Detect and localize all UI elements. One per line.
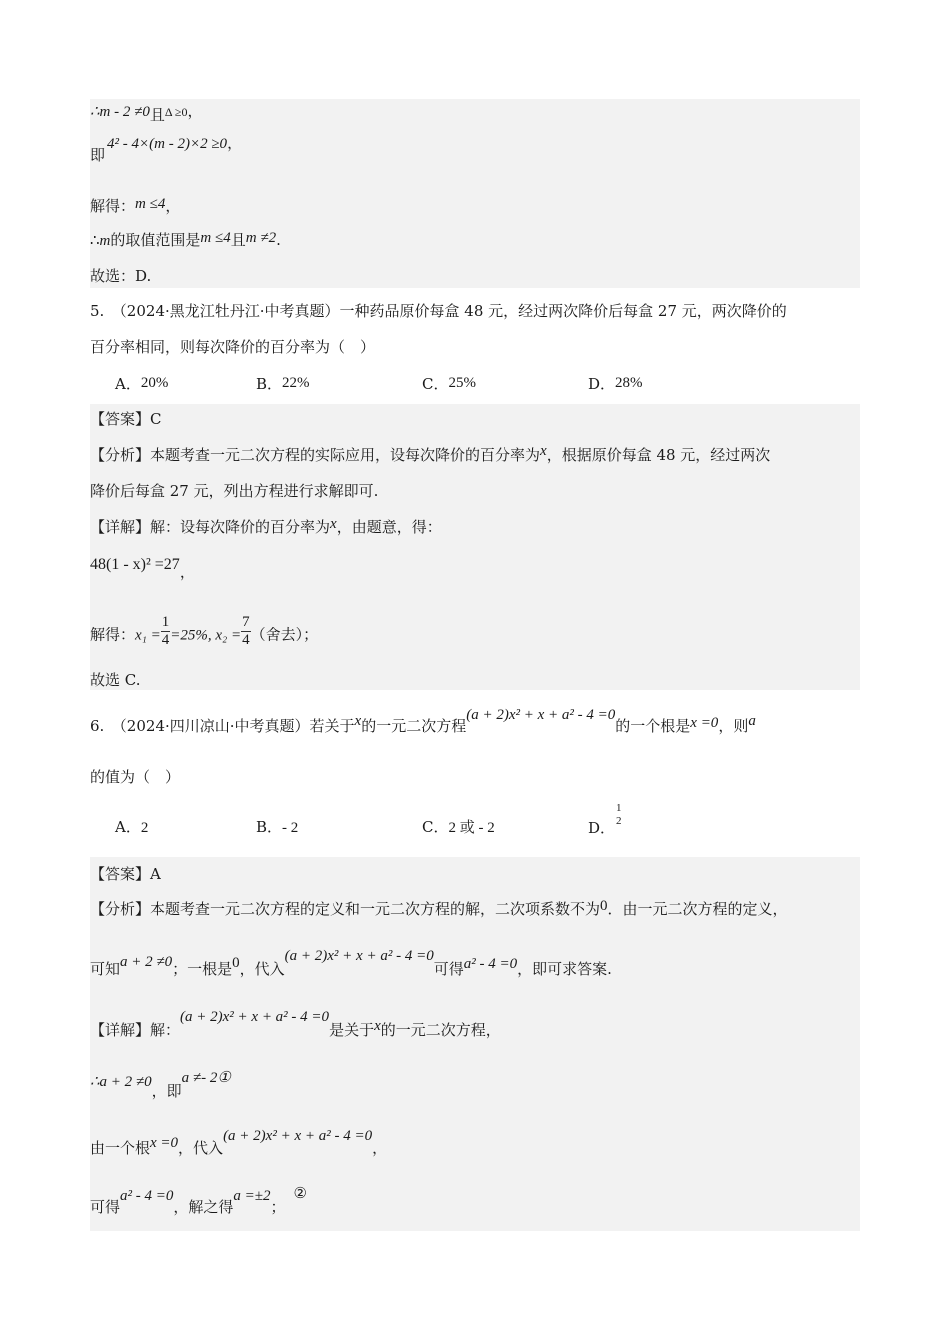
analysis-text: ，即可求答案. <box>517 960 612 978</box>
option-label: D． <box>588 375 616 393</box>
solve-line <box>90 614 319 653</box>
math-x1: x₁ = <box>135 627 161 644</box>
option-value: 2 或 - 2 <box>448 820 495 836</box>
q5-option-a[interactable] <box>115 373 168 394</box>
circled-two: ② <box>293 1184 307 1202</box>
math-zero: 0 <box>600 898 608 914</box>
punct: ， <box>227 134 243 152</box>
therefore: ∴ <box>90 231 100 249</box>
math-25-percent: =25%, x₂ = <box>170 627 242 644</box>
math-equation: 48(1 - x)² =27 <box>90 556 180 573</box>
math-quadratic: (a + 2)x² + x + a² - 4 =0 <box>180 1009 330 1025</box>
analysis-line1 <box>90 445 770 466</box>
text-jiede: 解得： <box>90 625 136 644</box>
punct: . <box>276 231 281 249</box>
line-choose: 故选：D. <box>90 267 152 285</box>
denominator: 2 <box>616 815 622 827</box>
line-range <box>90 230 281 251</box>
line-condition <box>90 101 203 122</box>
detail-text: ，解之得 <box>173 1198 234 1216</box>
q6-option-b[interactable] <box>256 816 298 837</box>
numerator: 1 <box>161 614 170 630</box>
math-x: x <box>330 516 337 532</box>
text-range: 的取值范围是 <box>110 231 201 249</box>
text-and: 且 <box>149 106 165 124</box>
solution-block-q4 <box>90 99 860 288</box>
q6-text: 6. （2024·四川凉山·中考真题）若关于 <box>90 717 355 735</box>
fraction-seven-quarters <box>241 614 251 649</box>
detail-line2 <box>90 1070 231 1100</box>
math-quadratic: (a + 2)x² + x + a² - 4 =0 <box>284 948 434 964</box>
option-value: 25% <box>448 375 476 391</box>
math-a2-minus-4: a² - 4 =0 <box>120 1188 174 1204</box>
q5-stem-line2: 百分率相同，则每次降价的百分率为（ ） <box>90 338 376 356</box>
text-jiede: 解得： <box>90 197 136 215</box>
analysis-text: ．由一元二次方程的定义， <box>607 900 788 918</box>
analysis-text: ，根据原价每盒 48 元，经过两次 <box>546 446 771 464</box>
fraction-one-quarter <box>161 614 171 649</box>
math-m-minus-2: ∴m - 2 ≠0 <box>90 104 150 120</box>
detail-line1 <box>90 1009 501 1041</box>
detail-text: ，由题意，得： <box>336 518 442 536</box>
math-x: x <box>540 443 547 459</box>
analysis-text: ；一根是 <box>172 960 233 978</box>
math-zero: 0 <box>232 955 240 971</box>
q5-option-c[interactable] <box>422 373 476 394</box>
option-value: 20% <box>140 375 169 391</box>
math-quadratic: (a + 2)x² + x + a² - 4 =0 <box>466 707 616 723</box>
option-label: A． <box>115 375 141 393</box>
detail-text: ， <box>372 1139 388 1157</box>
detail-line1 <box>90 517 442 538</box>
answer-line: 【答案】C <box>90 410 162 428</box>
line-discriminant <box>90 134 243 166</box>
math-x: x <box>354 713 362 729</box>
math-discriminant: 4² - 4×(m - 2)×2 ≥0 <box>107 136 228 152</box>
q6-text: 的一元二次方程 <box>361 717 467 735</box>
q6-stem-line1 <box>90 707 756 737</box>
solution-block-q5 <box>90 404 860 690</box>
numerator: 7 <box>242 614 250 630</box>
text-discard: （舍去）； <box>250 625 319 644</box>
q6-option-d[interactable] <box>588 802 623 837</box>
option-label: C． <box>422 375 449 393</box>
math-a-plus-2: a + 2 ≠0 <box>120 954 173 970</box>
math-quadratic: (a + 2)x² + x + a² - 4 =0 <box>223 1128 373 1144</box>
option-value: 2 <box>140 820 149 836</box>
analysis-line2: 降价后每盒 27 元，列出方程进行求解即可. <box>90 482 379 500</box>
math-x-eq-0: x =0 <box>690 715 719 731</box>
math-a: a <box>748 713 756 729</box>
analysis-text: 可知 <box>90 960 121 978</box>
detail-text: 的一元二次方程， <box>380 1021 501 1039</box>
analysis-line1 <box>90 899 788 920</box>
option-label: D． <box>588 819 616 837</box>
punct: ， <box>187 102 203 120</box>
q5-option-d[interactable] <box>588 373 643 394</box>
q6-option-c[interactable] <box>422 816 495 837</box>
line-solve <box>90 196 180 217</box>
analysis-text: ，代入 <box>239 960 285 978</box>
math-m-le-4: m ≤4 <box>135 196 166 212</box>
punct: ， <box>165 197 181 215</box>
equation-line <box>90 554 195 581</box>
detail-line3 <box>90 1128 388 1159</box>
math-delta: Δ ≥0 <box>164 105 188 119</box>
punct: ， <box>179 563 195 581</box>
denominator: 4 <box>242 632 250 648</box>
analysis-text: 【分析】本题考查一元二次方程的实际应用，设每次降价的百分率为 <box>90 446 541 464</box>
q6-text: 的一个根是 <box>615 717 691 735</box>
option-value: - 2 <box>282 820 299 836</box>
option-value: 28% <box>615 375 643 391</box>
answer-line: 【答案】A <box>90 865 161 883</box>
math-x: x <box>374 1018 381 1034</box>
numerator: 1 <box>616 802 622 814</box>
math-a-plus-2: ∴a + 2 ≠0 <box>90 1074 152 1090</box>
detail-text: ； <box>270 1198 286 1216</box>
option-label: B． <box>256 375 283 393</box>
option-label: A． <box>115 818 141 836</box>
text-and: 且 <box>230 231 246 249</box>
detail-text: 【详解】解：设每次降价的百分率为 <box>90 518 331 536</box>
detail-line4 <box>90 1184 307 1218</box>
analysis-text: 可得 <box>433 960 464 978</box>
math-a-pm-2: a =±2 <box>233 1188 271 1204</box>
math-x-eq-0: x =0 <box>150 1135 179 1151</box>
q6-stem-line2: 的值为（ ） <box>90 768 181 786</box>
detail-text: 可得 <box>90 1198 121 1216</box>
option-value: 22% <box>282 375 310 391</box>
detail-text: 【详解】解： <box>90 1021 181 1039</box>
math-a-ne-minus-2: a ≠- 2① <box>181 1070 231 1086</box>
fraction-one-half <box>615 802 623 828</box>
detail-text: ，即 <box>151 1082 182 1100</box>
q5-stem-line1: 5. （2024·黑龙江牡丹江·中考真题）一种药品原价每盒 48 元，经过两次降价后每盒 27 元，两次降价的 <box>90 302 787 320</box>
q6-text: ，则 <box>718 717 749 735</box>
analysis-text: 【分析】本题考查一元二次方程的定义和一元二次方程的解，二次项系数不为 <box>90 900 601 918</box>
text-ji: 即 <box>90 146 106 164</box>
q6-option-a[interactable] <box>115 816 148 837</box>
denominator: 4 <box>161 632 170 648</box>
q5-option-b[interactable] <box>256 373 310 394</box>
detail-text: 是关于 <box>329 1021 375 1039</box>
option-label: B． <box>256 818 283 836</box>
detail-text: 由一个根 <box>90 1139 151 1157</box>
option-label: C． <box>422 818 449 836</box>
math-m: m <box>99 233 111 249</box>
math-m-le-4: m ≤4 <box>200 230 231 246</box>
math-m-ne-2: m ≠2 <box>245 230 277 246</box>
math-a2-minus-4: a² - 4 =0 <box>463 956 518 972</box>
detail-text: ，代入 <box>178 1139 224 1157</box>
analysis-line2 <box>90 948 612 980</box>
choose-line: 故选 C. <box>90 671 141 689</box>
solution-block-q6 <box>90 857 860 1231</box>
